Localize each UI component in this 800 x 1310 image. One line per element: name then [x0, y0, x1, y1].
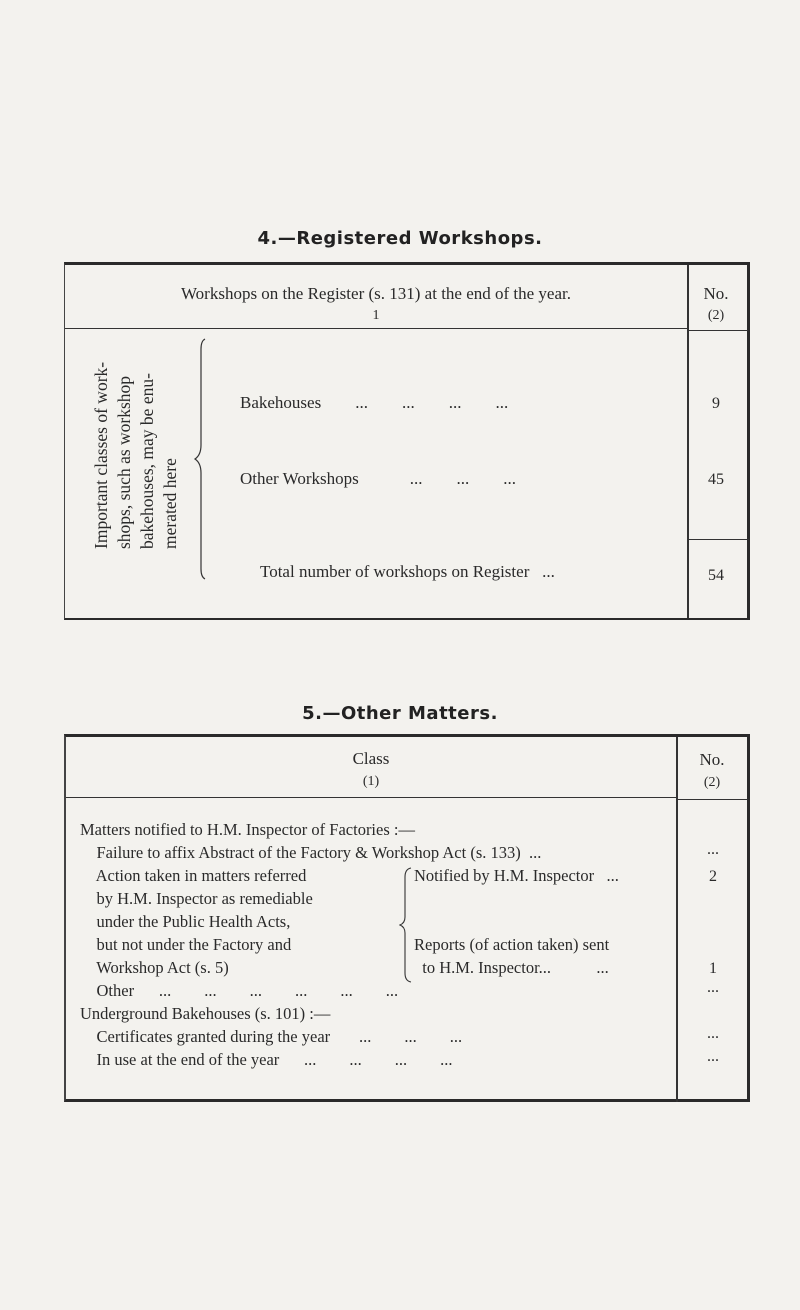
row-other-workshops-label: Other Workshops ... ... ... — [240, 469, 516, 488]
list-item: Other ... ... ... ... ... ... — [80, 981, 399, 1000]
column-divider — [687, 265, 689, 618]
list-item: but not under the Factory and — [80, 935, 292, 954]
list-item-value: ... — [707, 979, 719, 996]
list-item: Certificates granted during the year ... ... ... — [80, 1027, 463, 1046]
sub-row-reports-cont: to H.M. Inspector... ... — [414, 958, 609, 977]
side-label-line: Important classes of work- — [91, 361, 111, 549]
total-divider — [689, 539, 749, 540]
row-other-workshops-value: 45 — [708, 471, 724, 488]
section-4-heading: 4.—Registered Workshops. — [257, 228, 543, 249]
list-item: Matters notified to H.M. Inspector of Factories :— — [80, 820, 415, 839]
list-item: by H.M. Inspector as remediable — [80, 889, 313, 908]
col1-subheader: (1) — [362, 774, 380, 789]
col2-subheader: (2) — [707, 308, 725, 323]
brace-icon — [399, 865, 415, 985]
section-5-heading: 5.—Other Matters. — [302, 703, 498, 724]
col1-subheader: 1 — [372, 308, 380, 323]
sub-row-reports-value: 1 — [709, 960, 717, 977]
header-divider-right — [676, 799, 748, 800]
row-bakehouses-value: 9 — [712, 395, 720, 412]
registered-workshops-table — [64, 262, 750, 620]
sub-row-reports: Reports (of action taken) sent — [414, 935, 610, 954]
list-item: Workshop Act (s. 5) — [80, 958, 229, 977]
row-bakehouses-label: Bakehouses ... ... ... ... — [240, 393, 509, 412]
row-total-value: 54 — [708, 567, 724, 584]
header-divider — [66, 797, 676, 798]
list-item: In use at the end of the year ... ... ... ... — [80, 1050, 453, 1069]
col2-header: No. — [703, 284, 729, 303]
list-item-value: ... — [707, 841, 719, 858]
list-item: Underground Bakehouses (s. 101) :— — [80, 1004, 331, 1023]
side-label-line: shops, such as workshop — [114, 375, 134, 549]
sub-row-notified: Notified by H.M. Inspector ... — [414, 866, 619, 885]
col2-subheader: (2) — [703, 775, 721, 790]
other-matters-table — [64, 734, 750, 1102]
list-item-value: ... — [707, 1048, 719, 1065]
list-item-value: ... — [707, 1025, 719, 1042]
header-divider-right — [687, 330, 748, 331]
list-item: under the Public Health Acts, — [80, 912, 291, 931]
sub-row-notified-value: 2 — [709, 868, 717, 885]
col1-header: Workshops on the Register (s. 131) at the end of the year. — [180, 284, 571, 303]
list-item: Action taken in matters referred — [80, 866, 307, 885]
side-label-line: merated here — [160, 458, 180, 549]
col1-header: Class — [352, 749, 390, 768]
list-item: Failure to affix Abstract of the Factory & Workshop Act (s. 133) ... — [80, 843, 542, 862]
side-label-line: bakehouses, may be enu- — [137, 373, 157, 549]
row-total-label: Total number of workshops on Register ... — [260, 562, 555, 581]
brace-icon — [165, 335, 215, 605]
col2-header: No. — [699, 750, 725, 769]
